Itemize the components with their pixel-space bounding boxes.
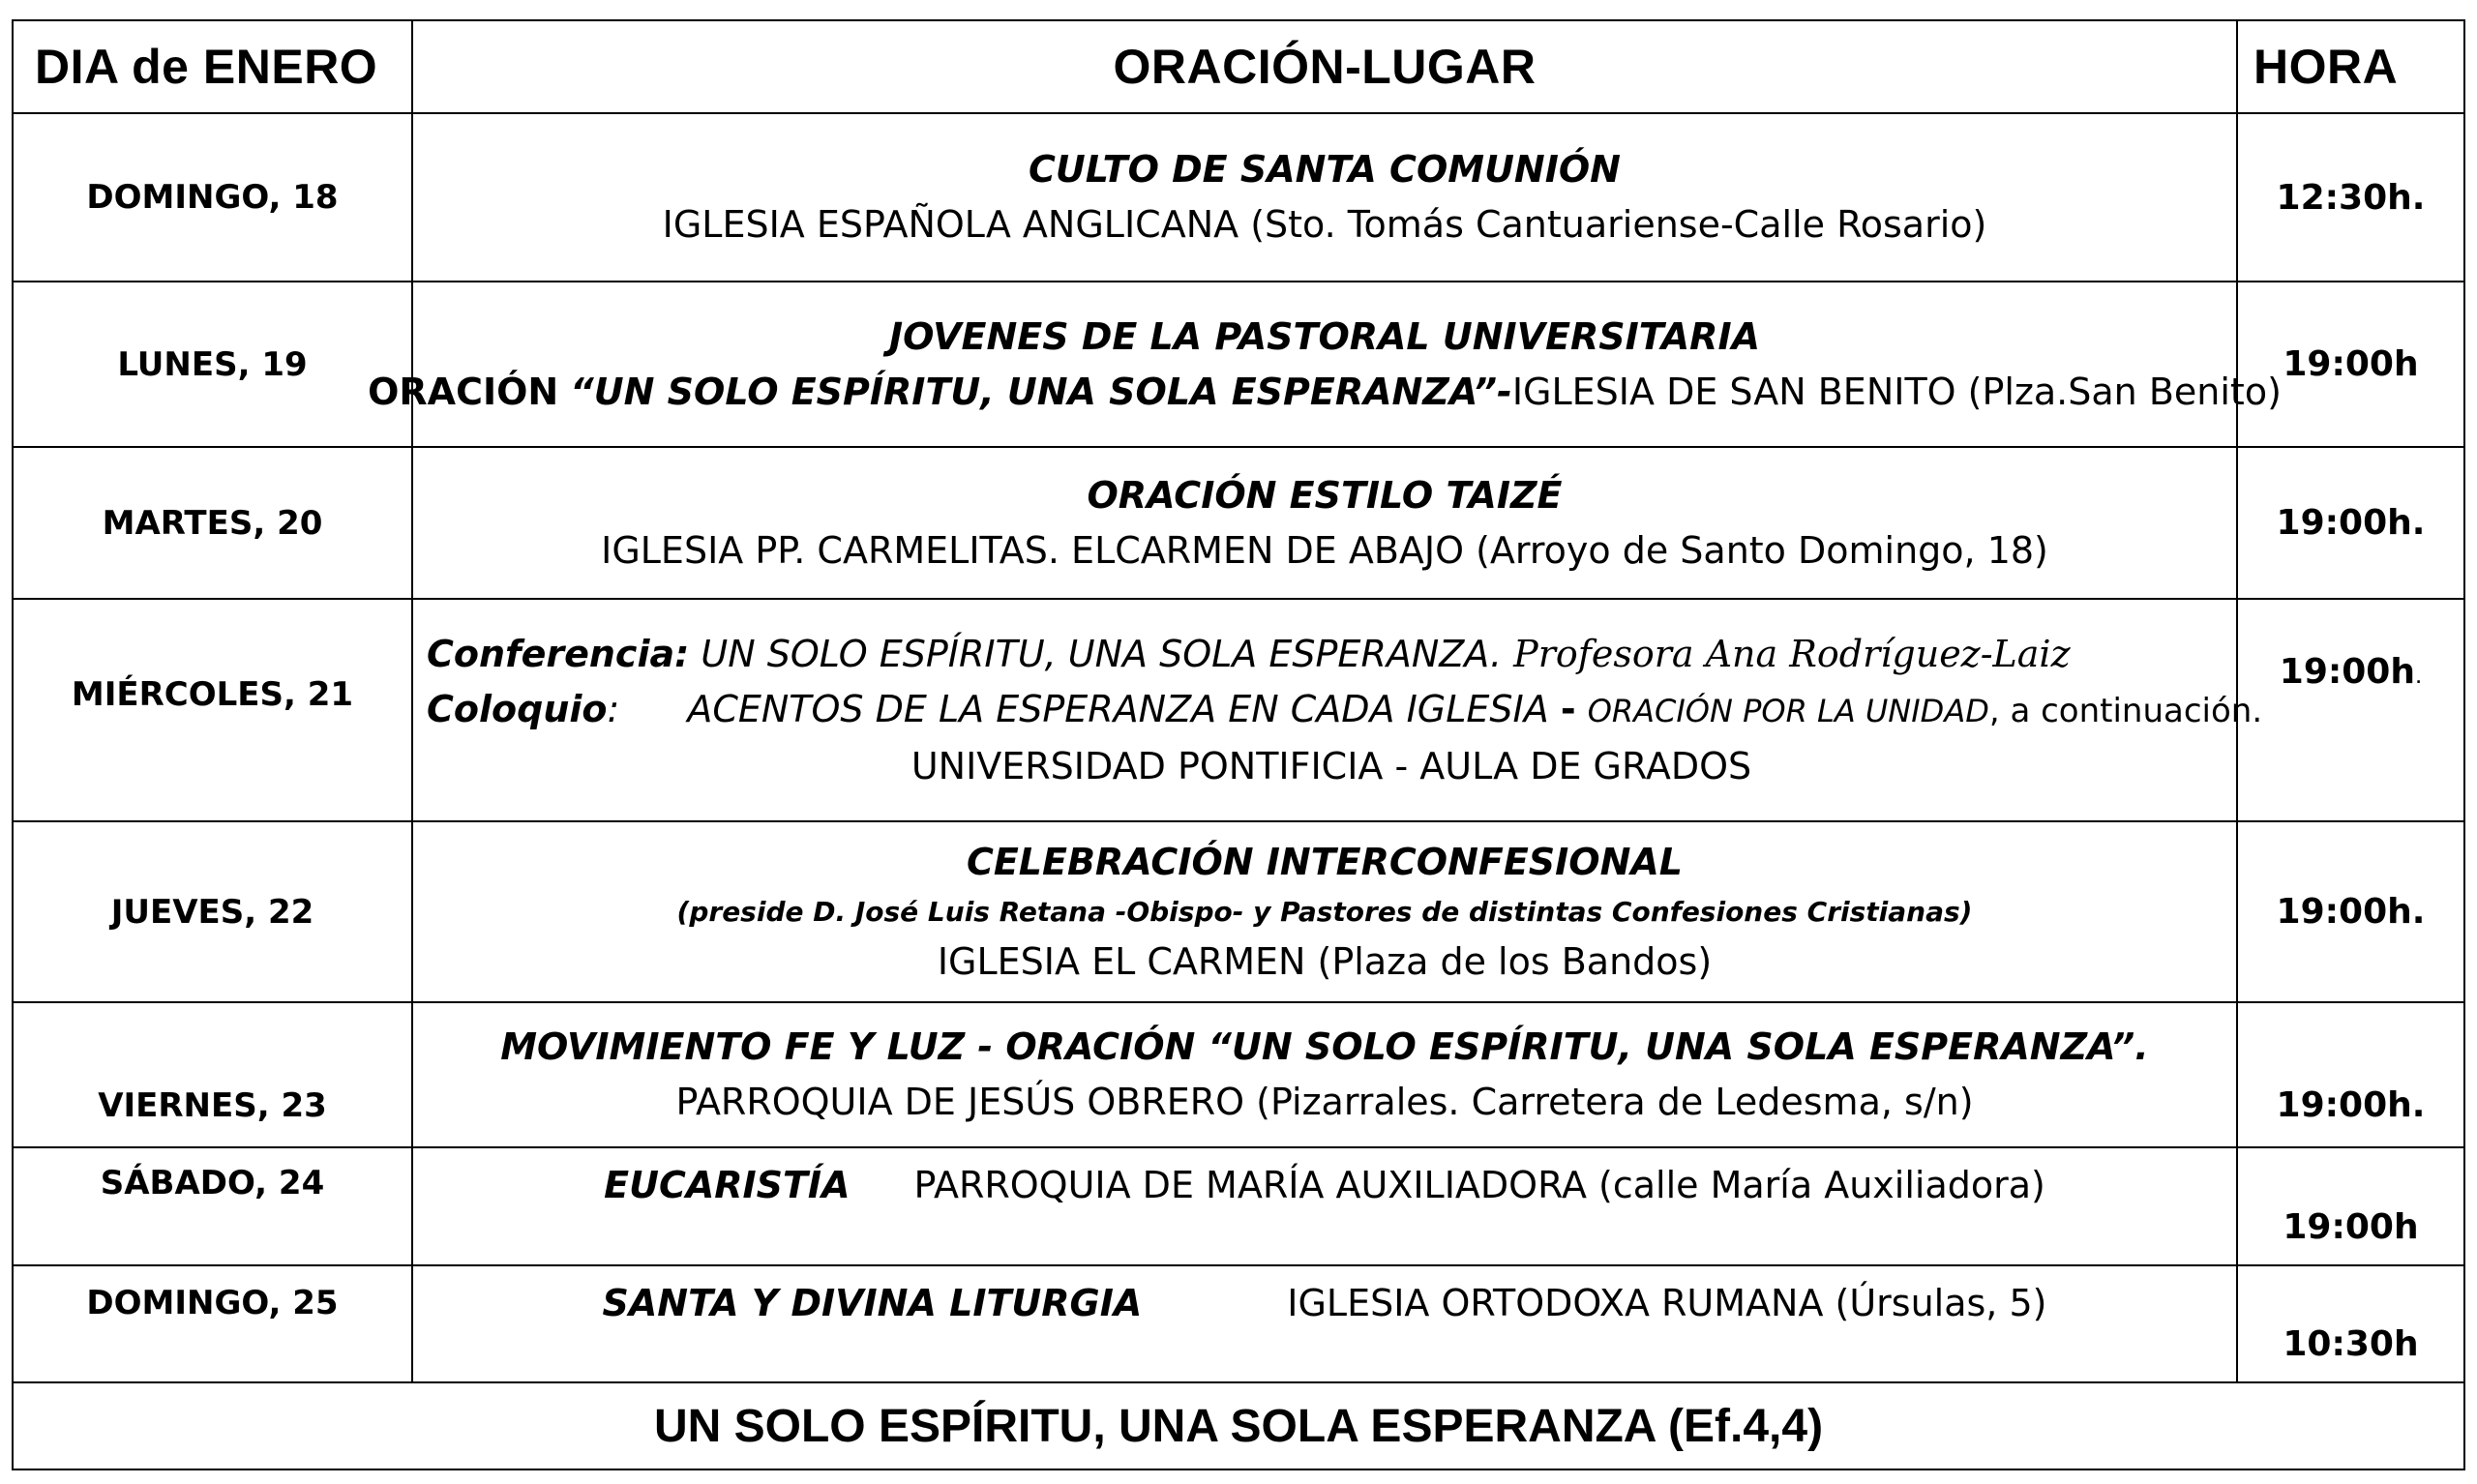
event-cell bbox=[413, 1003, 2238, 1146]
table-row bbox=[14, 448, 2463, 600]
hour-cell bbox=[2238, 448, 2463, 598]
day-label: LUNES, 19 bbox=[117, 344, 308, 384]
event-cell bbox=[413, 1266, 2238, 1381]
header-hour-cell bbox=[2238, 21, 2463, 112]
event-cell bbox=[368, 282, 2282, 446]
colloquium-label: Coloquio bbox=[427, 687, 608, 730]
hour-label: 19:00h. bbox=[2276, 503, 2426, 543]
schedule-table bbox=[12, 19, 2465, 1470]
event-title: CULTO DE SANTA COMUNIÓN bbox=[1029, 148, 1621, 191]
day-cell bbox=[14, 600, 413, 820]
footer-cell bbox=[14, 1383, 2463, 1469]
day-label: VIERNES, 23 bbox=[98, 1086, 327, 1125]
event-place: IGLESIA DE SAN BENITO (Plza.San Benito) bbox=[1511, 370, 2282, 413]
hour-cell bbox=[2238, 1266, 2463, 1381]
table-row bbox=[14, 1148, 2463, 1266]
header-day: DIA de ENERO bbox=[35, 40, 378, 94]
day-label: JUEVES, 22 bbox=[110, 892, 314, 932]
day-cell bbox=[14, 1266, 413, 1381]
conference-line bbox=[427, 627, 2071, 682]
day-cell bbox=[14, 822, 413, 1001]
event-cell bbox=[413, 1148, 2238, 1264]
hour-cell bbox=[2238, 1003, 2463, 1146]
colloquium-colon: : bbox=[607, 687, 620, 730]
day-label: MARTES, 20 bbox=[102, 503, 323, 543]
event-title: SANTA Y DIVINA LITURGIA bbox=[602, 1282, 1143, 1324]
day-label: DOMINGO, 25 bbox=[86, 1284, 339, 1322]
footer-motto: UN SOLO ESPÍRITU, UNA SOLA ESPERANZA (Ef.4,4) bbox=[653, 1400, 1824, 1452]
colloquium-dash: - bbox=[1560, 687, 1576, 730]
event-cell bbox=[413, 448, 2238, 598]
hour-cell bbox=[2238, 282, 2463, 446]
event-subtitle: (preside D. José Luis Retana -Obispo- y Pastores de distintas Confesiones Cristianas) bbox=[676, 895, 1973, 928]
table-row bbox=[14, 822, 2463, 1003]
event-cell bbox=[413, 600, 2263, 820]
event-title: JOVENES DE LA PASTORAL UNIVERSITARIA bbox=[889, 314, 1760, 358]
event-place: IGLESIA EL CARMEN (Plaza de los Bandos) bbox=[937, 939, 1713, 983]
day-cell bbox=[14, 282, 413, 446]
event-title: MOVIMIENTO FE Y LUZ - ORACIÓN “UN SOLO ESPÍRITU, UNA SOLA ESPERANZA”. bbox=[500, 1025, 2149, 1068]
event-line bbox=[603, 1276, 2047, 1331]
event-cell bbox=[413, 822, 2238, 1001]
event-place: IGLESIA PP. CARMELITAS. ELCARMEN DE ABAJO (Arroyo de Santo Domingo, 18) bbox=[601, 528, 2048, 572]
event-place: IGLESIA ESPAÑOLA ANGLICANA (Sto. Tomás Cantuariense-Calle Rosario) bbox=[662, 203, 1987, 246]
event-place: IGLESIA ORTODOXA RUMANA (Úrsulas, 5) bbox=[1287, 1282, 2047, 1324]
hour-label: 19:00h bbox=[2283, 344, 2419, 384]
header-place: ORACIÓN-LUGAR bbox=[1113, 40, 1537, 94]
event-title: EUCARISTÍA bbox=[604, 1164, 851, 1206]
day-cell bbox=[14, 114, 413, 281]
hour-label: 19:00h bbox=[2283, 1207, 2419, 1247]
day-cell bbox=[14, 448, 413, 598]
table-row bbox=[14, 1266, 2463, 1383]
header-place-cell bbox=[413, 21, 2238, 112]
colloquium-prayer: ORACIÓN POR LA UNIDAD bbox=[1587, 692, 1989, 729]
event-place: UNIVERSIDAD PONTIFICIA - AULA DE GRADOS bbox=[910, 744, 1752, 787]
event-prefix: ORACIÓN bbox=[368, 370, 559, 413]
hour-label: 12:30h. bbox=[2276, 177, 2426, 218]
day-label: SÁBADO, 24 bbox=[100, 1164, 325, 1202]
day-label: DOMINGO, 18 bbox=[86, 178, 339, 217]
header-day-cell bbox=[14, 21, 413, 112]
footer-row bbox=[14, 1383, 2463, 1469]
hour-label: 19:00h. bbox=[2276, 892, 2426, 932]
hour-cell bbox=[2238, 1148, 2463, 1264]
event-title: ORACIÓN ESTILO TAIZÉ bbox=[1087, 473, 1563, 517]
hour-dot: . bbox=[2415, 660, 2423, 689]
colloquium-line bbox=[427, 682, 2262, 739]
table-row bbox=[14, 114, 2463, 282]
colloquium-text: ACENTOS DE LA ESPERANZA EN CADA IGLESIA bbox=[687, 687, 1549, 730]
hour-label: 19:00h bbox=[2279, 652, 2415, 692]
hour-label: 19:00h. bbox=[2276, 1085, 2426, 1125]
hour-cell bbox=[2238, 822, 2463, 1001]
hour-wrap bbox=[2280, 652, 2422, 692]
hour-cell bbox=[2238, 600, 2463, 820]
event-theme: “UN SOLO ESPÍRITU, UNA SOLA ESPERANZA”- bbox=[570, 370, 1512, 413]
hour-cell bbox=[2238, 114, 2463, 281]
event-place: PARROQUIA DE MARÍA AUXILIADORA (calle María Auxiliadora) bbox=[913, 1164, 2045, 1206]
hour-label: 10:30h bbox=[2283, 1324, 2419, 1364]
table-row bbox=[14, 1003, 2463, 1148]
event-cell bbox=[413, 114, 2238, 281]
day-cell bbox=[14, 1148, 413, 1264]
header-hour: HORA bbox=[2253, 40, 2399, 94]
event-place: PARROQUIA DE JESÚS OBRERO (Pizarrales. Carretera de Ledesma, s/n) bbox=[675, 1081, 1974, 1123]
day-label: MIÉRCOLES, 21 bbox=[71, 675, 354, 714]
header-row bbox=[14, 21, 2463, 114]
conference-text: UN SOLO ESPÍRITU, UNA SOLA ESPERANZA. bbox=[701, 632, 1503, 675]
day-cell bbox=[14, 1003, 413, 1146]
event-line bbox=[368, 365, 2282, 420]
table-row bbox=[14, 282, 2463, 448]
event-title: CELEBRACIÓN INTERCONFESIONAL bbox=[966, 840, 1684, 883]
event-line bbox=[604, 1158, 2045, 1213]
conference-speaker: Profesora Ana Rodríguez-Laiz bbox=[1513, 632, 2071, 675]
table-row bbox=[14, 600, 2463, 822]
conference-label: Conferencia: bbox=[427, 632, 690, 675]
colloquium-after: , a continuación. bbox=[1988, 691, 2263, 730]
